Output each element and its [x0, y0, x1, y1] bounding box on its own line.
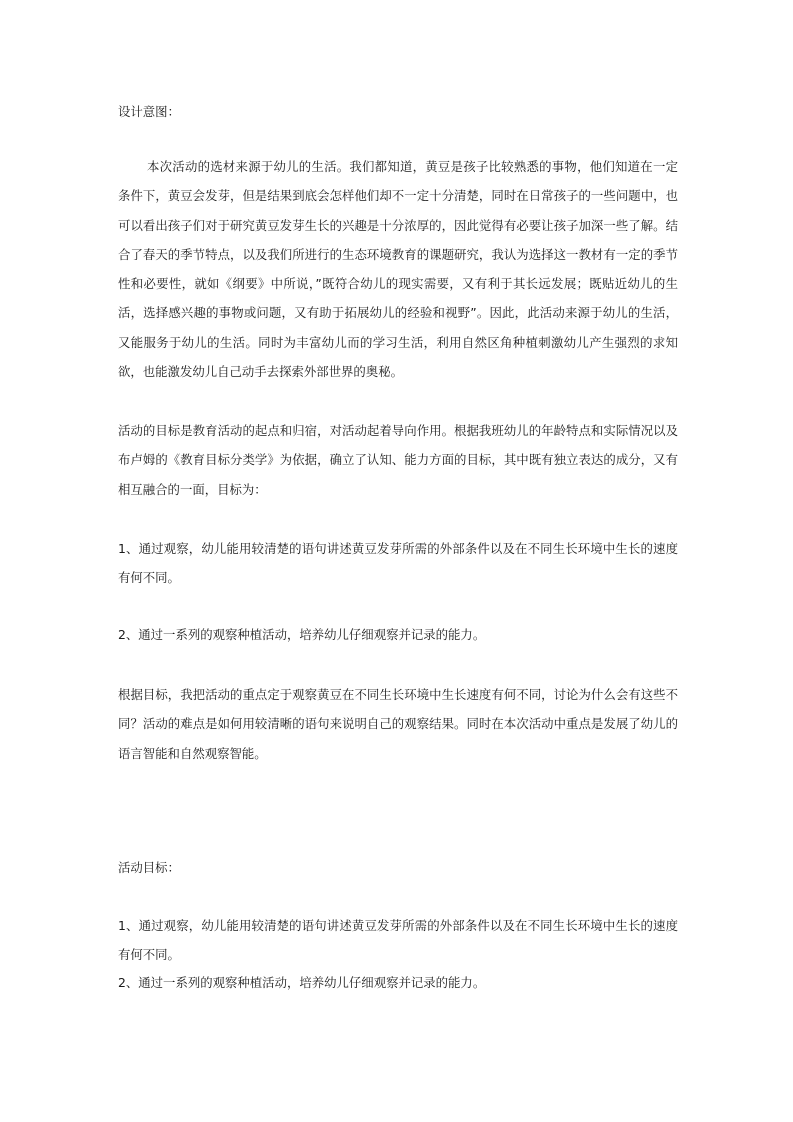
- intro-paragraph: 本次活动的选材来源于幼儿的生活。我们都知道，黄豆是孩子比较熟悉的事物，他们知道在一定条件下，黄豆会发芽，但是结果到底会怎样他们却不一定十分清楚，同时在日常孩子的一些问题中，也可以看出孩子们对于研究黄豆发芽生长的兴趣是十分浓厚的，因此觉得有必要让孩子加深一些了解。结合了春天的季节特点，以及我们所进行的生态环境教育的课题研究，我认为选择这一教材有一定的季节性和必要性，就如《纲要》中所说，”既符合幼儿的现实需要，又有利于其长远发展；既贴近幼儿的生活，选择感兴趣的事物或问题，又有助于拓展幼儿的经验和视野”。因此，此活动来源于幼儿的生活，又能服务于幼儿的生活。同时为丰富幼儿而的学习生活，利用自然区角种植刺激幼儿产生强烈的求知欲，也能激发幼儿自己动手去探索外部世界的奥秘。: [118, 159, 678, 380]
- goal-item-1: 1、通过观察，幼儿能用较清楚的语句讲述黄豆发芽所需的外部条件以及在不同生长环境中生长的速度有何不同。: [118, 541, 678, 586]
- goals-basis-paragraph: 活动的目标是教育活动的起点和归宿，对活动起着导向作用。根据我班幼儿的年龄特点和实际情况以及布卢姆的《教育目标分类学》为依据，确立了认知、能力方面的目标，其中既有独立表达的成分，又有相互融合的一面，目标为：: [118, 423, 678, 497]
- focus-paragraph: 根据目标，我把活动的重点定于观察黄豆在不同生长环境中生长速度有何不同，讨论为什么会有这些不同？活动的难点是如何用较清晰的语句来说明自己的观察结果。同时在本次活动中重点是发展了幼儿的语言智能和自然观察智能。: [118, 687, 678, 761]
- activity-goals-heading: 活动目标：: [118, 860, 180, 875]
- design-intent-heading: 设计意图：: [118, 104, 180, 119]
- activity-goal-item-1: 1、通过观察，幼儿能用较清楚的语句讲述黄豆发芽所需的外部条件以及在不同生长环境中生长的速度有何不同。: [118, 918, 678, 963]
- activity-goal-item-2: 2、通过一系列的观察种植活动，培养幼儿仔细观察并记录的能力。: [118, 975, 486, 990]
- goal-item-2: 2、通过一系列的观察种植活动，培养幼儿仔细观察并记录的能力。: [118, 627, 486, 642]
